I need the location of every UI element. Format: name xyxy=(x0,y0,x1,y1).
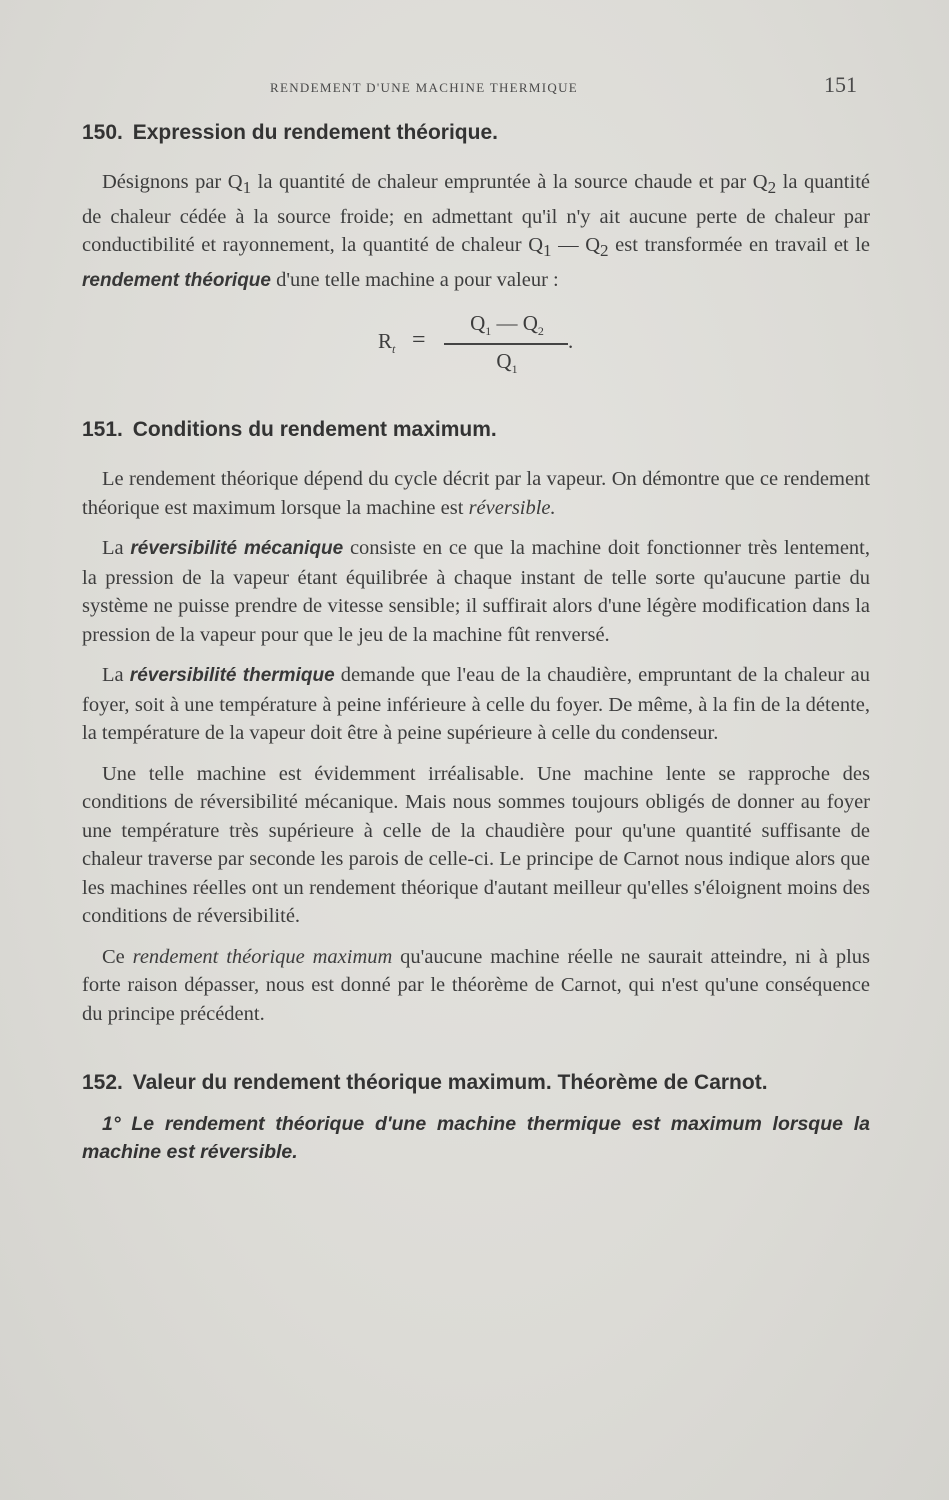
emphasis-reversibilite-thermique: réversibilité thermique xyxy=(129,665,335,687)
running-header: RENDEMENT D'UNE MACHINE THERMIQUE xyxy=(270,80,578,95)
text-span: — Q xyxy=(551,234,601,257)
section-151-paragraph-5 xyxy=(82,943,870,1029)
section-151-paragraph-4: Une telle machine est évidemment irréalisable. Une machine lente se rapproche des conditions de réversibilité mécanique. Mais nous sommes toujours obligés de donner au foyer une température très supérieure à celle de la chaudière pour qu'une quantité suffisante de chaleur traverse par seconde les parois de celle-ci. Le principe de Carnot nous indique alors que les machines réelles ont un rendement théorique d'autant meilleur qu'elles s'éloignent moins des conditions de réversibilité. xyxy=(82,762,870,928)
formula-den-q: Q xyxy=(496,349,512,374)
text-span: Le rendement théorique dépend du cycle décrit par la vapeur. On démontre que ce rendement théorique est maximum lorsque la machine est xyxy=(82,468,870,519)
efficiency-formula xyxy=(82,303,870,403)
formula-equals: = xyxy=(412,327,426,354)
section-152-statement: 1° Le rendement théorique d'une machine thermique est maximum lorsque la machine est réversible. xyxy=(82,1113,870,1164)
formula-lhs xyxy=(378,329,395,357)
formula-minus: — xyxy=(491,311,523,336)
text-span: La xyxy=(102,537,131,560)
text-span: la quantité de chaleur empruntée à la source chaude et par Q xyxy=(251,171,768,193)
formula-den-sub: 1 xyxy=(511,362,518,377)
formula-q1: Q xyxy=(470,311,486,336)
section-150-paragraph xyxy=(82,168,870,295)
page-number: 151 xyxy=(824,72,857,97)
emphasis-rendement-maximum: rendement théorique maximum xyxy=(132,945,393,968)
text-span: consiste en ce que la machine doit fonctionner très lentement, la pression de la vapeur étant équilibrée à chaque instant de telle sorte qu'aucune partie du système ne puisse prendre de vitesse sensible; il suffirait alors d'une légère modification dans la pression de la vapeur pour que le jeu de la machine fût renversé. xyxy=(82,537,870,646)
section-151-title: Conditions du rendement maximum. xyxy=(132,418,497,442)
formula-q1-sub: 1 xyxy=(485,324,492,339)
subscript: 2 xyxy=(600,241,609,261)
section-152-heading xyxy=(82,1068,870,1098)
section-152-title: Valeur du rendement théorique maximum. Théorème de Carnot. xyxy=(132,1071,768,1095)
section-151-number: 151. xyxy=(82,418,123,442)
section-150-heading xyxy=(82,118,870,148)
text-span: est transformée en travail et le xyxy=(608,234,870,257)
section-150-title: Expression du rendement théorique. xyxy=(132,121,498,144)
page-content xyxy=(82,118,870,1166)
emphasis-reversible: réversible. xyxy=(468,496,556,519)
formula-q2-sub: 2 xyxy=(537,324,544,339)
formula-denominator xyxy=(452,349,562,377)
section-152-number: 152. xyxy=(82,1071,123,1095)
text-span: La xyxy=(102,664,130,687)
text-span: Désignons par Q xyxy=(102,171,243,193)
formula-numerator xyxy=(452,311,562,339)
formula-q2: Q xyxy=(522,311,538,336)
text-span: d'une telle machine a pour valeur : xyxy=(270,268,559,291)
section-151-heading xyxy=(82,415,870,445)
text-span: la quantité de chaleur cédée à la source froide; en admettant qu'il n'y ait aucune perte de chaleur par conductibilité et rayonnement, la quantité de chaleur Q xyxy=(82,171,870,257)
text-span: qu'aucune machine réelle ne saurait atteindre, ni à plus forte raison dépasser, nous est donné par le théorème de Carnot, qui n'est qu'une conséquence du principe précédent. xyxy=(82,945,870,1025)
text-span: demande que l'eau de la chaudière, empruntant de la chaleur au foyer, soit à une température à peine inférieure à celle du foyer. De même, à la fin de la détente, la température de la vapeur doit être à peine supérieure à celle du condenseur. xyxy=(82,664,871,745)
formula-period: . xyxy=(568,329,574,354)
formula-r-sub: t xyxy=(392,342,396,357)
emphasis-reversibilite-mecanique: réversibilité mécanique xyxy=(130,538,344,560)
fraction-bar xyxy=(444,343,568,345)
subscript: 1 xyxy=(543,241,552,261)
section-151-paragraph-3 xyxy=(82,661,870,748)
section-151-paragraph-2 xyxy=(82,534,870,649)
subscript: 1 xyxy=(242,178,252,198)
formula-r: R xyxy=(378,329,393,354)
section-151-paragraph-1 xyxy=(82,465,870,522)
emphasis-rendement-theorique: rendement théorique xyxy=(82,269,271,291)
text-span: Ce xyxy=(102,945,133,968)
section-150-number: 150. xyxy=(82,121,123,144)
subscript: 2 xyxy=(767,178,777,198)
